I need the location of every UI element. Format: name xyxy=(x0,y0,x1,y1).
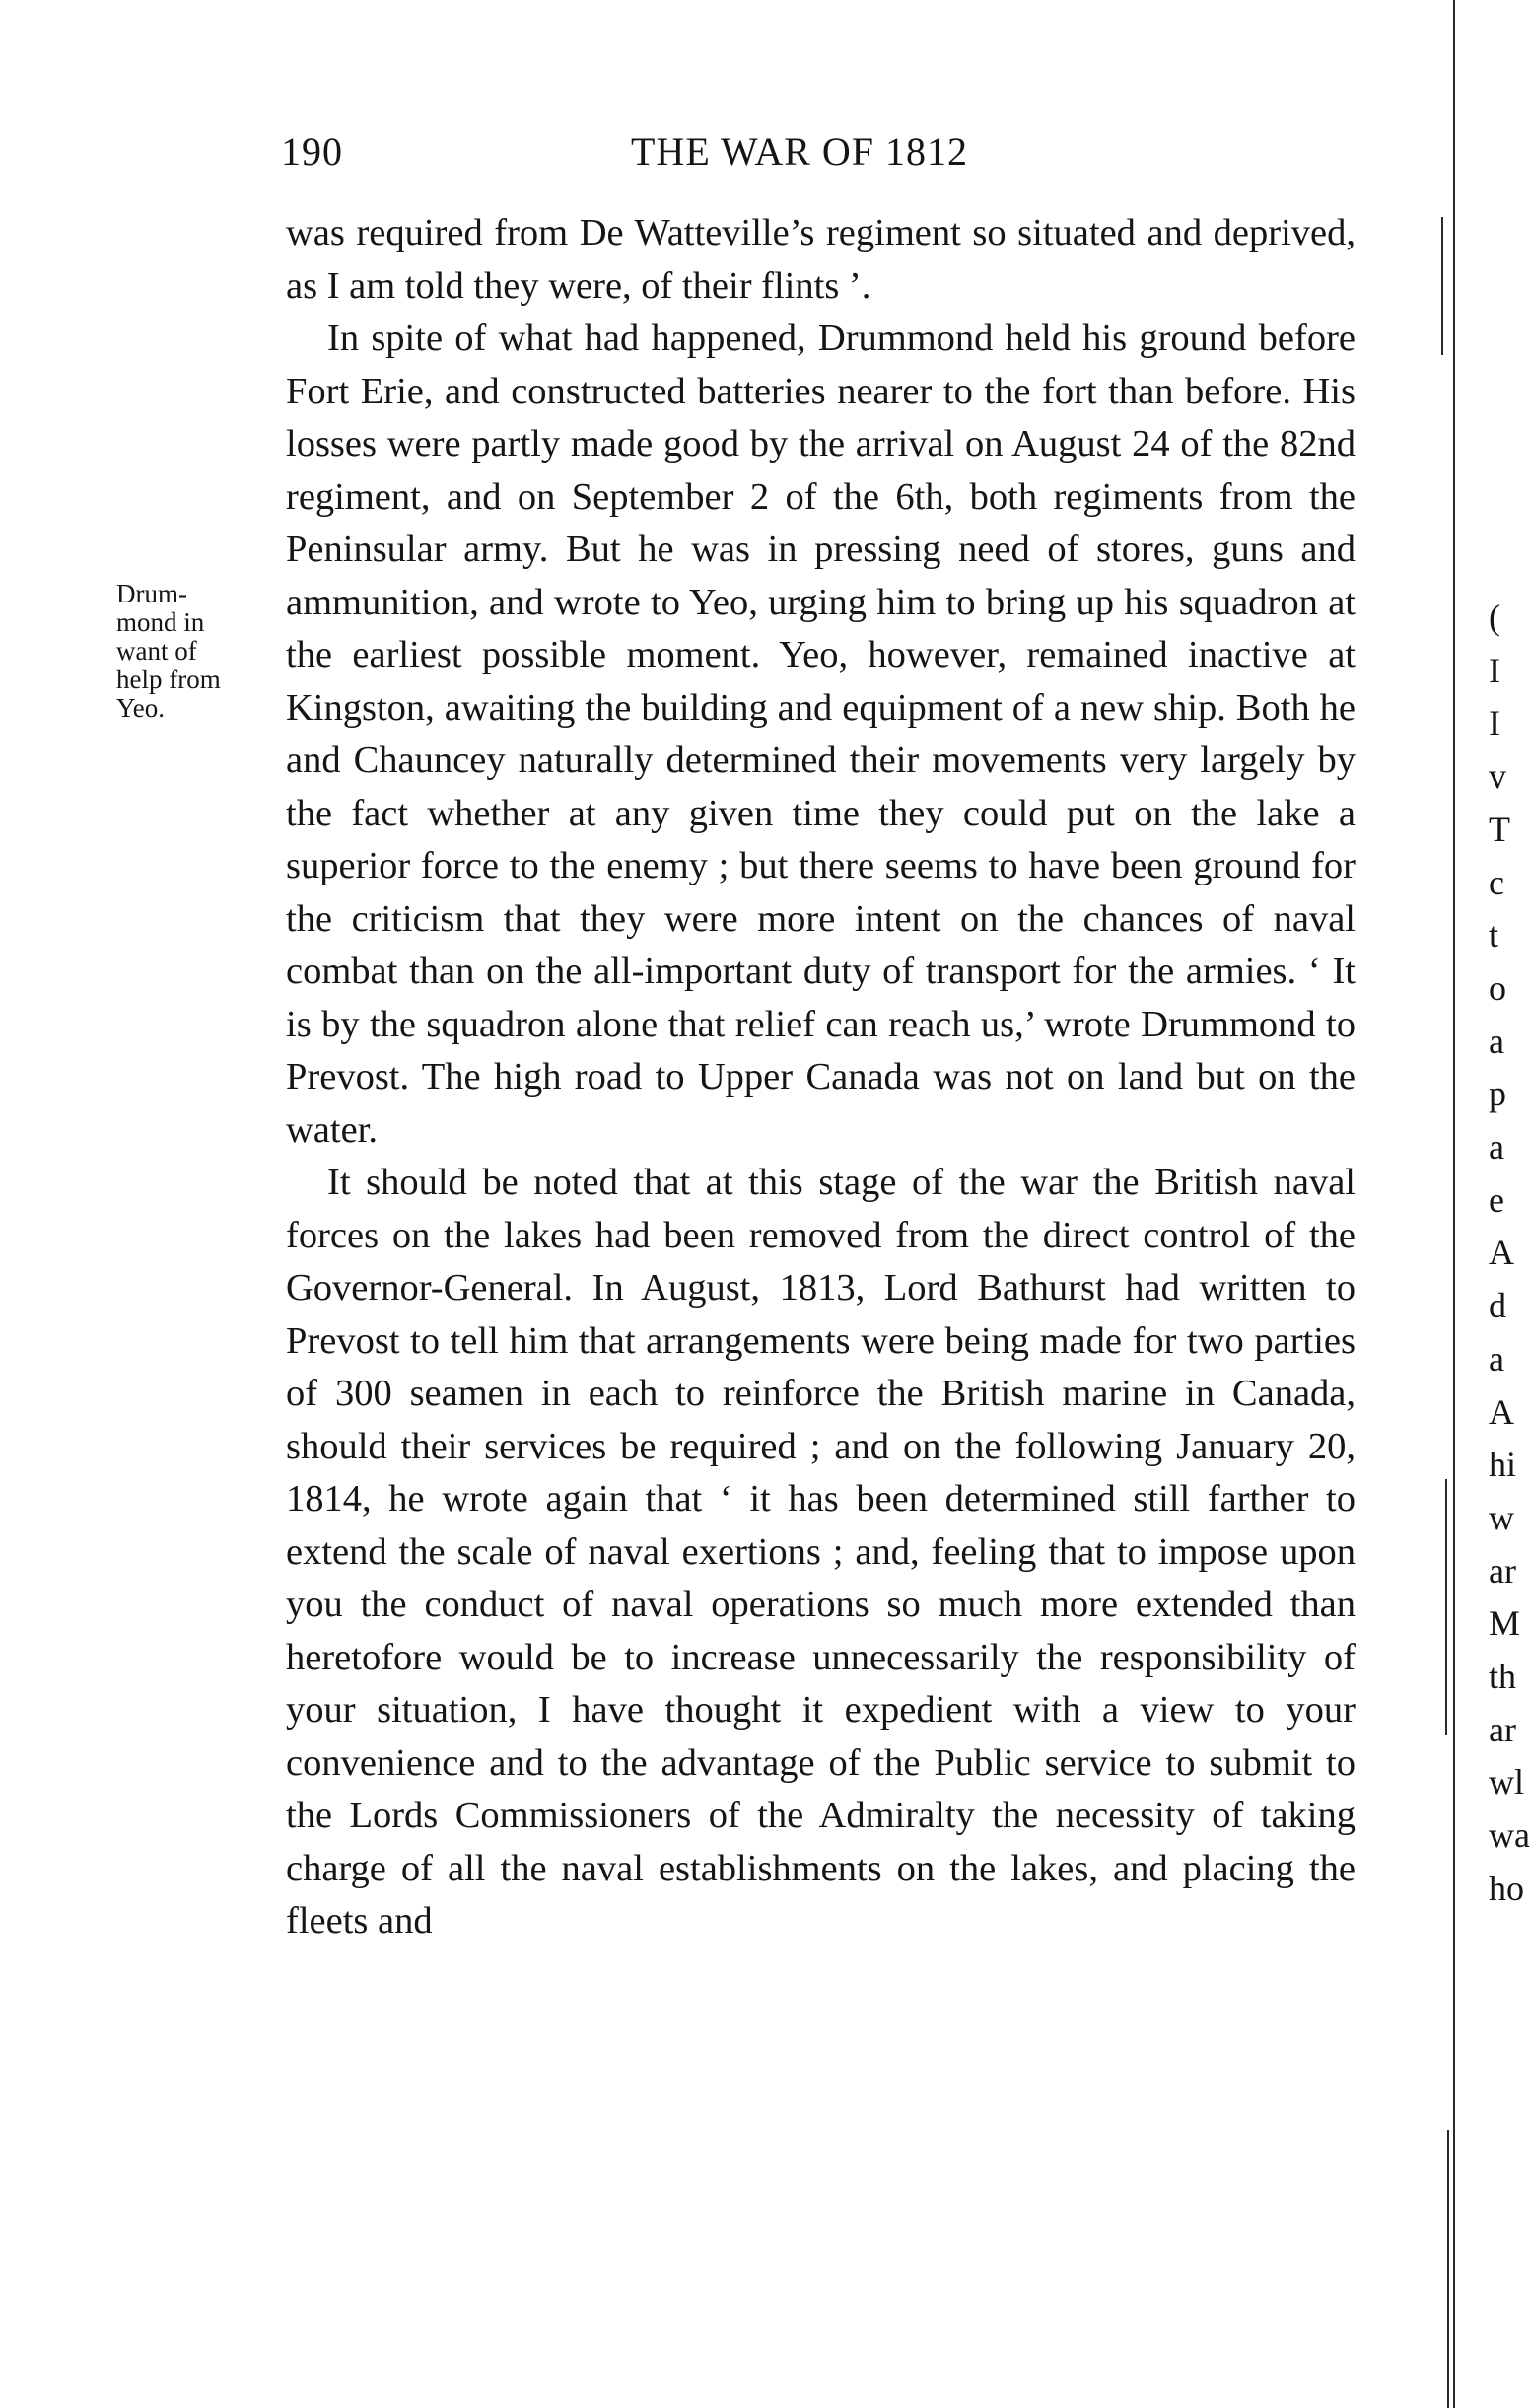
marginal-note-line: want of xyxy=(116,636,197,666)
running-head: THE WAR OF 1812 xyxy=(631,129,969,174)
fragment: p xyxy=(1489,1074,1506,1114)
paragraph-continued: was required from De Watteville’s regiment so situated and deprived, as I am told they were, of their flints ’. xyxy=(286,212,1356,307)
fragment: d xyxy=(1489,1286,1506,1326)
fragment: ar xyxy=(1489,1550,1516,1591)
fragment: M xyxy=(1489,1603,1521,1644)
paragraph: In spite of what had happened, Drummond held his ground before Fort Erie, and constructed batteries nearer to the fort than before. His losses were partly made good by the arrival on August 24 of the 82nd regiment, and on September 2 of the 6th, both regiments from the Peninsular army. But he was in pressing need of stores, guns and ammunition, and wrote to Yeo, urging him to bring up his squadron at the earliest possible moment. Yeo, however, remained inactive at Kingston, awaiting the building and equipment of a new ship. Both he and Chauncey naturally determined their movements very largely by the fact whether at any given time they could put on the lake a superior force to the enemy ; but there seems to have been ground for the criticism that they were more intent on the chances of naval combat than on the all-important duty of transport for the armies. ‘ It is by the squadron alone that relief can reach us,’ wrote Drummond to Prevost. The high road to Upper Canada was not on land but on the water. xyxy=(286,318,1356,1151)
fragment: v xyxy=(1489,756,1506,797)
fragment: w xyxy=(1489,1497,1514,1537)
fragment: o xyxy=(1489,967,1506,1008)
page-number: 190 xyxy=(281,129,343,174)
page-edge-line xyxy=(1445,1479,1447,1735)
marginal-note-line: help from xyxy=(116,665,221,694)
fragment: a xyxy=(1489,1338,1504,1379)
marginal-note xyxy=(116,580,279,723)
page-edge-line xyxy=(1453,0,1455,2408)
fragment: I xyxy=(1489,650,1500,690)
marginal-note-line: Drum- xyxy=(116,579,187,608)
fragment: wa xyxy=(1489,1815,1530,1856)
fragment: a xyxy=(1489,1021,1504,1061)
page-edge-line xyxy=(1441,217,1443,355)
fragment: A xyxy=(1489,1233,1514,1273)
fragment: c xyxy=(1489,862,1504,902)
marginal-note-line: Yeo. xyxy=(116,693,166,723)
page-header xyxy=(281,128,1070,187)
body-text xyxy=(286,207,1356,1948)
fragment: t xyxy=(1489,915,1499,956)
fragment: a xyxy=(1489,1127,1504,1168)
page-edge-line xyxy=(1447,2130,1449,2408)
paragraph: It should be noted that at this stage of the war the British naval forces on the lakes had been removed from the direct control of the Governor-General. In August, 1813, Lord Bathurst had written to Prevost to tell him that arrangements were being made for two parties of 300 seamen in each to reinforce the British marine in Canada, should their services be required ; and on the following January 20, 1814, he wrote again that ‘ it has been determined still farther to extend the scale of naval exertions ; and, feeling that to impose upon you the conduct of naval operations so much more extended than heretofore would be to increase unnecessarily the responsibility of your situation, I have thought it expedient with a view to your convenience and to the advantage of the Public service to submit to the Lords Commissioners of the Admiralty the necessity of taking charge of all the naval establishments on the lakes, and placing the fleets and xyxy=(286,1162,1356,1942)
fragment: wl xyxy=(1489,1762,1524,1803)
fragment: ( xyxy=(1489,598,1500,637)
fragment: ar xyxy=(1489,1709,1516,1749)
fragment: th xyxy=(1489,1657,1517,1697)
fragment: T xyxy=(1489,809,1510,849)
fragment: hi xyxy=(1489,1445,1517,1485)
fragment: e xyxy=(1489,1179,1504,1220)
fragment: ho xyxy=(1489,1868,1524,1908)
fragment: A xyxy=(1489,1391,1514,1432)
next-page-fragments xyxy=(1489,592,1530,1916)
fragment: I xyxy=(1489,703,1500,744)
marginal-note-line: mond in xyxy=(116,607,205,637)
